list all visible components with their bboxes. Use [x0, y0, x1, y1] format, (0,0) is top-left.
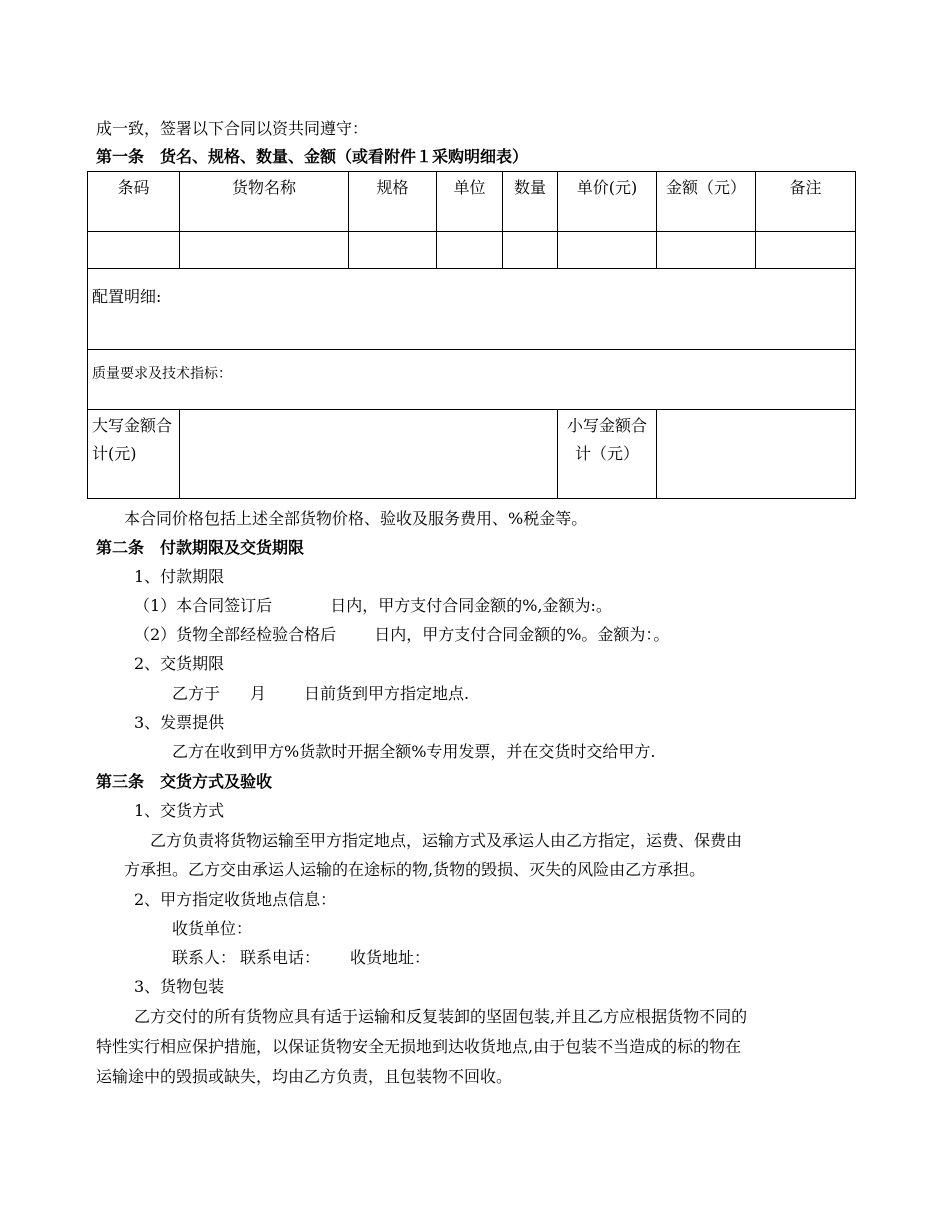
payment-term-1: （1）本合同签订后 日内，甲方支付合同金额的%,金额为:。	[134, 596, 612, 615]
delivery-term-heading: 2、交货期限	[134, 654, 225, 673]
contact-line: 联系人： 联系电话： 收货地址：	[172, 948, 431, 967]
payment-term-2: （2）货物全部经检验合格后 日内，甲方支付合同金额的%。金额为：。	[134, 625, 670, 644]
total-row	[88, 410, 856, 499]
cell-remark[interactable]	[756, 232, 856, 269]
quality-row	[88, 350, 856, 410]
header-remark: 备注	[756, 172, 856, 232]
header-amount: 金额（元）	[657, 172, 756, 232]
intro-text: 成一致，签署以下合同以资共同遵守：	[96, 119, 369, 138]
receiver-unit: 收货单位：	[172, 919, 253, 938]
config-row	[88, 269, 856, 350]
receiving-info-heading: 2、甲方指定收货地点信息：	[134, 890, 337, 909]
cell-spec[interactable]	[349, 232, 437, 269]
packaging-line2: 特性实行相应保护措施，以保证货物安全无损地到达收货地点,由于包装不当造成的标的物在	[96, 1037, 742, 1056]
delivery-method-heading: 1、交货方式	[134, 801, 225, 820]
total-upper-value[interactable]	[180, 410, 558, 499]
cell-goods-name[interactable]	[180, 232, 349, 269]
total-lower-label: 小写金额合计（元）	[558, 410, 657, 499]
cell-barcode[interactable]	[88, 232, 180, 269]
packaging-heading: 3、货物包装	[134, 977, 225, 996]
packaging-line3: 运输途中的毁损或缺失，均由乙方负责，且包装物不回收。	[96, 1067, 513, 1086]
total-lower-value[interactable]	[657, 410, 856, 499]
header-spec: 规格	[349, 172, 437, 232]
delivery-term-text: 乙方于 月 日前货到甲方指定地点.	[172, 684, 470, 703]
table-header-row	[88, 172, 856, 232]
article1-title: 第一条 货名、规格、数量、金额（或看附件１采购明细表）	[96, 147, 529, 166]
header-barcode: 条码	[88, 172, 180, 232]
payment-term-heading: 1、付款期限	[134, 567, 225, 586]
table-row	[88, 232, 856, 269]
cell-quantity[interactable]	[503, 232, 558, 269]
delivery-method-line1: 乙方负责将货物运输至甲方指定地点，运输方式及承运人由乙方指定，运费、保费由	[150, 831, 743, 850]
header-unit: 单位	[437, 172, 503, 232]
header-goods-name: 货物名称	[180, 172, 349, 232]
delivery-method-line2: 方承担。乙方交由承运人运输的在途标的物,货物的毁损、灭失的风险由乙方承担。	[124, 860, 706, 879]
packaging-line1: 乙方交付的所有货物应具有适于运输和反复装卸的坚固包装,并且乙方应根据货物不同的	[134, 1007, 748, 1026]
header-unit-price: 单价(元)	[558, 172, 657, 232]
cell-unit[interactable]	[437, 232, 503, 269]
cell-amount[interactable]	[657, 232, 756, 269]
invoice-heading: 3、发票提供	[134, 713, 225, 732]
quality-label: 质量要求及技术指标：	[88, 350, 856, 410]
config-label: 配置明细:	[88, 269, 856, 350]
invoice-text: 乙方在收到甲方%货款时开据全额%专用发票，并在交货时交给甲方.	[172, 742, 656, 761]
cell-unit-price[interactable]	[558, 232, 657, 269]
total-upper-label: 大写金额合计(元)	[88, 410, 180, 499]
header-quantity: 数量	[503, 172, 558, 232]
article3-title: 第三条 交货方式及验收	[96, 772, 273, 791]
goods-table	[87, 171, 856, 499]
article2-title: 第二条 付款期限及交货期限	[96, 538, 305, 557]
price-note: 本合同价格包括上述全部货物价格、验收及服务费用、%税金等。	[124, 509, 588, 528]
